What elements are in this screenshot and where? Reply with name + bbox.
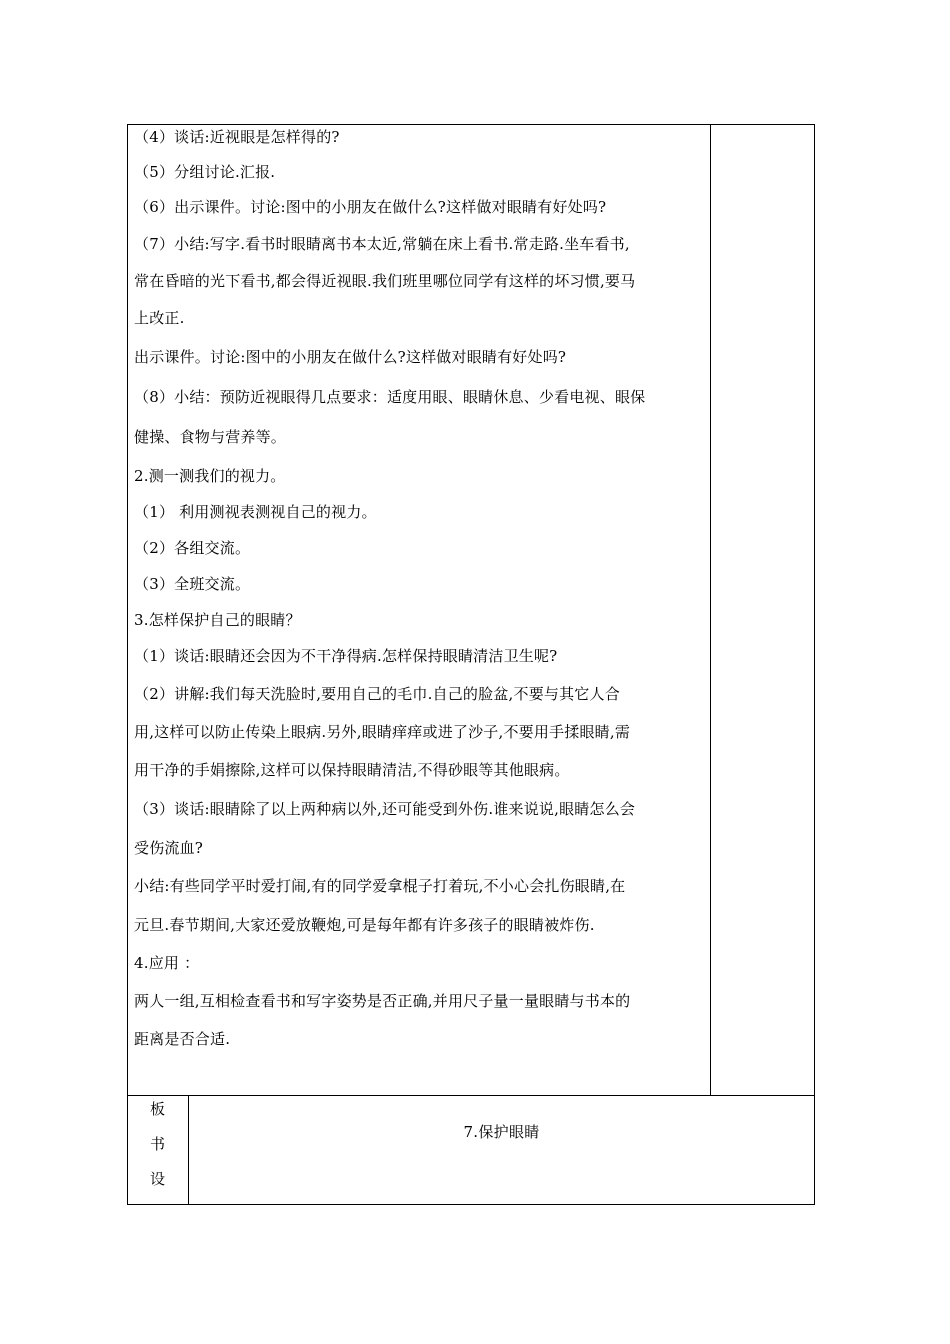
text-line: 受伤流血? <box>134 839 204 857</box>
board-label-char: 书 <box>149 1135 165 1153</box>
board-title: 7.保护眼睛 <box>463 1123 540 1141</box>
row-divider <box>127 1095 815 1096</box>
text-line: （1） 利用测视表测视自己的视力。 <box>134 503 377 521</box>
text-line: 元旦.春节期间,大家还爱放鞭炮,可是每年都有许多孩子的眼睛被炸伤. <box>134 916 595 934</box>
text-line: （8）小结：预防近视眼得几点要求：适度用眼、眼睛休息、少看电视、眼保 <box>134 388 646 406</box>
board-label-char: 板 <box>149 1100 165 1118</box>
board-label-char: 设 <box>149 1170 165 1188</box>
text-line: 两人一组,互相检查看书和写字姿势是否正确,并用尺子量一量眼睛与书本的 <box>134 992 631 1010</box>
text-line: （1）谈话:眼睛还会因为不干净得病.怎样保持眼睛清洁卫生呢? <box>134 647 558 665</box>
text-line: （6）出示课件。讨论:图中的小朋友在做什么?这样做对眼睛有好处吗? <box>134 198 607 216</box>
text-line: （7）小结:写字.看书时眼睛离书本太近,常躺在床上看书.常走路.坐车看书, <box>134 235 630 253</box>
right-column-divider <box>710 124 711 1095</box>
text-line: （5）分组讨论.汇报. <box>134 163 276 181</box>
text-line: 常在昏暗的光下看书,都会得近视眼.我们班里哪位同学有这样的坏习惯,要马 <box>134 272 636 290</box>
board-label <box>127 1095 188 1205</box>
text-line: 4.应用 ： <box>134 954 200 972</box>
text-line: 距离是否合适. <box>134 1030 231 1048</box>
text-line: （3）谈话:眼睛除了以上两种病以外,还可能受到外伤.谁来说说,眼睛怎么会 <box>134 800 636 818</box>
text-line: （2）各组交流。 <box>134 539 251 557</box>
text-line: 3.怎样保护自己的眼睛？ <box>134 611 301 629</box>
text-line: （3）全班交流。 <box>134 575 251 593</box>
text-line: 健操、食物与营养等。 <box>134 428 287 446</box>
text-line: 2.测一测我们的视力。 <box>134 467 286 485</box>
text-line: 小结:有些同学平时爱打闹,有的同学爱拿棍子打着玩,不小心会扎伤眼睛,在 <box>134 877 626 895</box>
text-line: 上改正. <box>134 309 185 327</box>
text-line: （4）谈话:近视眼是怎样得的? <box>134 128 340 146</box>
text-line: 用干净的手娟擦除,这样可以保持眼睛清洁,不得砂眼等其他眼病。 <box>134 761 570 779</box>
text-line: 出示课件。讨论:图中的小朋友在做什么?这样做对眼睛有好处吗? <box>134 348 567 366</box>
label-column-divider <box>188 1095 189 1205</box>
text-line: 用,这样可以防止传染上眼病.另外,眼睛痒痒或进了沙子,不要用手揉眼睛,需 <box>134 723 631 741</box>
text-line: （2）讲解:我们每天洗脸时,要用自己的毛巾.自己的脸盆,不要与其它人合 <box>134 685 620 703</box>
